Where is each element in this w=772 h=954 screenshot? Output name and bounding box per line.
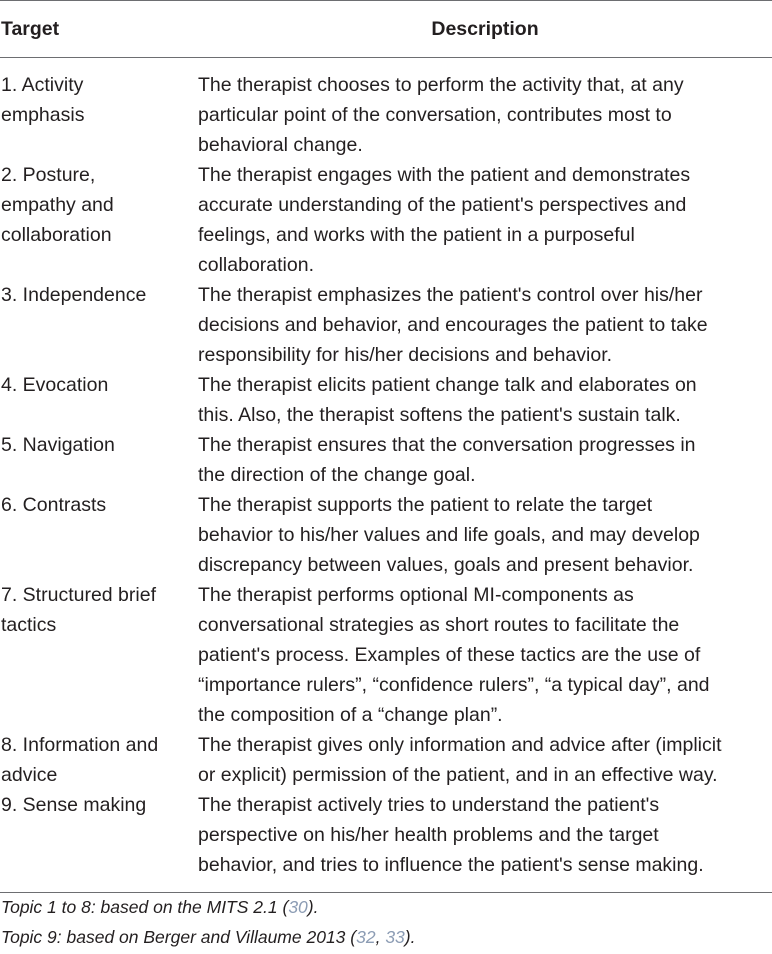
description-cell xyxy=(198,730,772,790)
target-line: collaboration xyxy=(1,224,112,246)
target-line: 9. Sense making xyxy=(1,794,147,816)
reference-link[interactable]: 32 xyxy=(356,927,376,947)
target-line: 3. Independence xyxy=(1,284,147,306)
footnote: Topic 9: based on Berger and Villaume 2013 (32, 33). xyxy=(1,927,416,947)
footnote-text: Topic 1 to 8: based on the MITS 2.1 ( xyxy=(1,897,289,917)
description-line: this. Also, the therapist softens the patient's sustain talk. xyxy=(198,404,681,426)
footnote xyxy=(1,892,415,922)
description-line: The therapist actively tries to understand the patient's xyxy=(198,794,660,816)
description-line: behavior, and tries to influence the patient's sense making. xyxy=(198,854,704,876)
target-line: tactics xyxy=(1,614,57,636)
target-line: advice xyxy=(1,764,58,786)
table-row xyxy=(0,280,772,370)
description-line: patient's process. Examples of these tactics are the use of xyxy=(198,644,701,666)
target-cell xyxy=(0,490,198,580)
description-cell xyxy=(198,160,772,280)
target-cell xyxy=(0,430,198,490)
target-cell xyxy=(0,790,198,893)
description-line: accurate understanding of the patient's perspectives and xyxy=(198,194,687,216)
description-cell xyxy=(198,58,772,161)
target-line: 6. Contrasts xyxy=(1,494,107,516)
description-line: The therapist supports the patient to relate the target xyxy=(198,494,653,516)
description-line: the direction of the change goal. xyxy=(198,464,476,486)
table-row xyxy=(0,58,772,161)
table-header-row xyxy=(0,1,772,58)
footnote-text: ). xyxy=(404,927,416,947)
header-target: Target xyxy=(0,1,198,58)
target-line: 5. Navigation xyxy=(1,434,115,456)
description-line: The therapist performs optional MI-components as xyxy=(198,584,634,606)
target-cell xyxy=(0,730,198,790)
description-cell xyxy=(198,370,772,430)
target-line: 7. Structured brief xyxy=(1,584,156,606)
description-line: The therapist gives only information and advice after (implicit xyxy=(198,734,722,756)
table-body xyxy=(0,58,772,893)
description-cell xyxy=(198,790,772,893)
footnote-text: ). xyxy=(307,897,319,917)
target-line: 4. Evocation xyxy=(1,374,109,396)
description-line: conversational strategies as short routes to facilitate the xyxy=(198,614,680,636)
description-cell xyxy=(198,280,772,370)
description-line: The therapist elicits patient change talk and elaborates on xyxy=(198,374,697,396)
table-row xyxy=(0,430,772,490)
description-line: “importance rulers”, “confidence rulers”, “a typical day”, and xyxy=(198,674,710,696)
table-row xyxy=(0,370,772,430)
table-row xyxy=(0,580,772,730)
description-line: The therapist emphasizes the patient's control over his/her xyxy=(198,284,703,306)
target-cell xyxy=(0,160,198,280)
reference-link[interactable]: 30 xyxy=(288,897,308,917)
target-line: 2. Posture, xyxy=(1,164,96,186)
target-cell xyxy=(0,58,198,161)
table-row xyxy=(0,790,772,893)
description-line: particular point of the conversation, contributes most to xyxy=(198,104,672,126)
description-cell xyxy=(198,430,772,490)
description-cell xyxy=(198,580,772,730)
header-description: Description xyxy=(198,1,772,58)
table-footnotes xyxy=(1,892,415,952)
description-line: feelings, and works with the patient in a purposeful xyxy=(198,224,635,246)
description-line: The therapist chooses to perform the activity that, at any xyxy=(198,74,684,96)
description-line: discrepancy between values, goals and present behavior. xyxy=(198,554,694,576)
description-line: or explicit) permission of the patient, and in an effective way. xyxy=(198,764,718,786)
target-cell xyxy=(0,370,198,430)
description-cell xyxy=(198,490,772,580)
target-cell xyxy=(0,280,198,370)
target-line: emphasis xyxy=(1,104,85,126)
reference-link[interactable]: 33 xyxy=(385,927,405,947)
table-row xyxy=(0,160,772,280)
description-line: responsibility for his/her decisions and behavior. xyxy=(198,344,613,366)
description-line: collaboration. xyxy=(198,254,314,276)
description-line: The therapist ensures that the conversation progresses in xyxy=(198,434,696,456)
description-line: decisions and behavior, and encourages the patient to take xyxy=(198,314,708,336)
target-cell xyxy=(0,580,198,730)
description-line: perspective on his/her health problems and the target xyxy=(198,824,659,846)
footnote-text: Topic 9: based on Berger and Villaume 2013 ( xyxy=(1,927,357,947)
target-line: 8. Information and xyxy=(1,734,159,756)
table-row xyxy=(0,490,772,580)
description-line: the composition of a “change plan”. xyxy=(198,704,503,726)
target-line: 1. Activity xyxy=(1,74,84,96)
table-row xyxy=(0,730,772,790)
description-line: behavior to his/her values and life goals, and may develop xyxy=(198,524,700,546)
target-line: empathy and xyxy=(1,194,114,216)
description-line: behavioral change. xyxy=(198,134,363,156)
description-line: The therapist engages with the patient and demonstrates xyxy=(198,164,691,186)
